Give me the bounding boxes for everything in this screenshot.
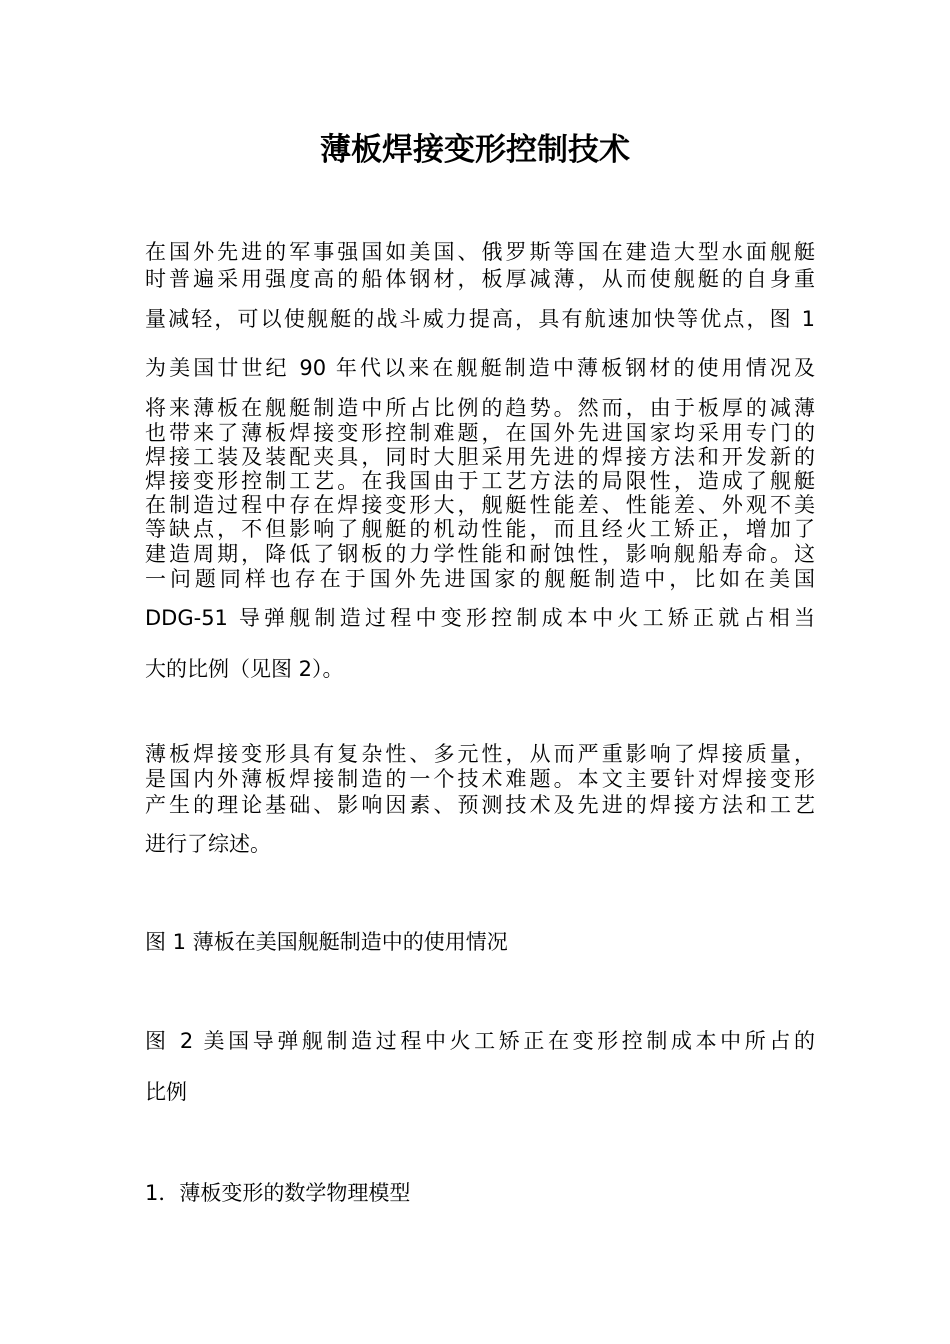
paragraph-line: 为美国廿世纪 90 年代以来在舰艇制造中薄板钢材的使用情况及: [145, 356, 815, 380]
paragraph-line: DDG-51 导弹舰制造过程中变形控制成本中火工矫正就占相当: [145, 606, 815, 630]
paragraph-line: 是国内外薄板焊接制造的一个技术难题。本文主要针对焊接变形: [145, 767, 815, 791]
section-heading: 1．薄板变形的数学物理模型: [145, 1181, 411, 1205]
paragraph-line: 将来薄板在舰艇制造中所占比例的趋势。然而，由于板厚的减薄: [145, 396, 815, 420]
caption-line: 图 2 美国导弹舰制造过程中火工矫正在变形控制成本中所占的: [145, 1029, 815, 1053]
paragraph-line: 焊接变形控制工艺。在我国由于工艺方法的局限性，造成了舰艇: [145, 469, 815, 493]
paragraph-line: 也带来了薄板焊接变形控制难题，在国外先进国家均采用专门的: [145, 421, 815, 445]
paragraph-line: 等缺点，不但影响了舰艇的机动性能，而且经火工矫正，增加了: [145, 517, 815, 541]
paragraph-line: 焊接工装及装配夹具，同时大胆采用先进的焊接方法和开发新的: [145, 445, 815, 469]
paragraph-line: 在国外先进的军事强国如美国、俄罗斯等国在建造大型水面舰艇: [145, 240, 815, 264]
paragraph-line: 建造周期，降低了钢板的力学性能和耐蚀性，影响舰船寿命。这: [145, 542, 815, 566]
paragraph-line: 产生的理论基础、影响因素、预测技术及先进的焊接方法和工艺: [145, 793, 815, 817]
paragraph-line: 一问题同样也存在于国外先进国家的舰艇制造中，比如在美国: [145, 567, 815, 591]
document-title: 薄板焊接变形控制技术: [320, 132, 630, 168]
paragraph-line: 大的比例（见图 2）。: [145, 657, 344, 681]
paragraph-line: 进行了综述。: [145, 832, 271, 856]
paragraph-line: 在制造过程中存在焊接变形大，舰艇性能差、性能差、外观不美: [145, 493, 815, 517]
paragraph-line: 薄板焊接变形具有复杂性、多元性，从而严重影响了焊接质量，: [145, 742, 815, 766]
caption-line: 比例: [145, 1080, 187, 1104]
figure-1-caption: 图 1 薄板在美国舰艇制造中的使用情况: [145, 930, 508, 954]
paragraph-line: 时普遍采用强度高的船体钢材，板厚减薄，从而使舰艇的自身重: [145, 267, 815, 291]
paragraph-line: 量减轻，可以使舰艇的战斗威力提高，具有航速加快等优点，图 1: [145, 307, 815, 331]
